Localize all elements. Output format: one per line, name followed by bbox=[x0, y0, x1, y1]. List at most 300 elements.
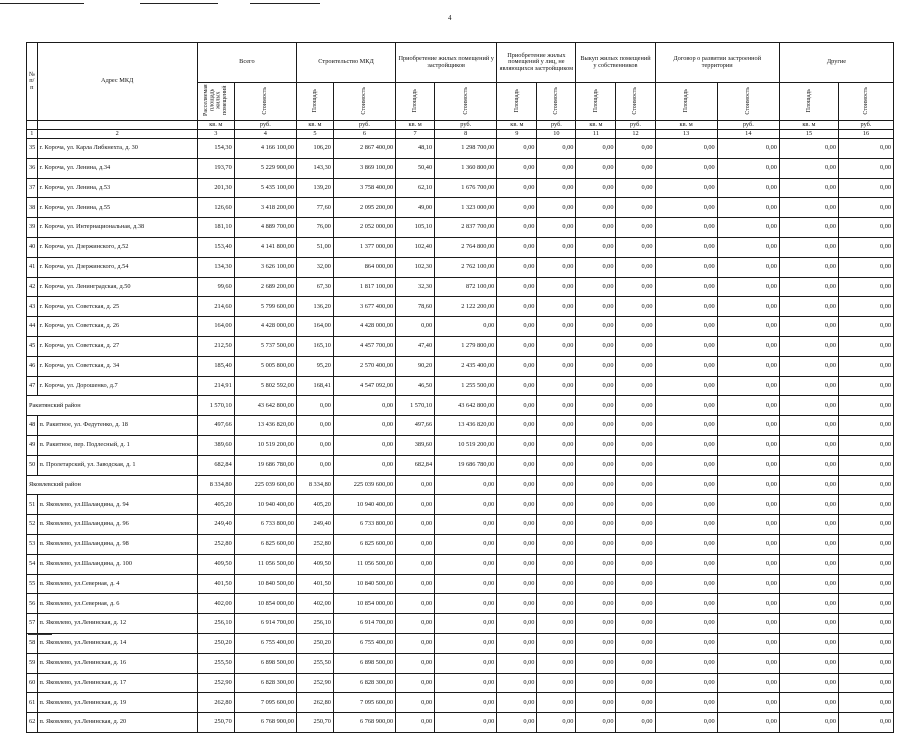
row-number: 39 bbox=[27, 218, 38, 238]
area-cell: 0,00 bbox=[497, 218, 537, 238]
area-cell: 8 334,80 bbox=[296, 475, 333, 495]
area-cell: 0,00 bbox=[576, 297, 616, 317]
table-row bbox=[27, 495, 894, 515]
row-number: 54 bbox=[27, 554, 38, 574]
area-cell: 0,00 bbox=[396, 554, 435, 574]
resettlement-table bbox=[26, 42, 894, 733]
header-area: Площадь bbox=[497, 83, 537, 121]
area-cell: 0,00 bbox=[655, 416, 717, 436]
cost-cell: 0,00 bbox=[838, 455, 893, 475]
area-cell: 164,00 bbox=[197, 317, 234, 337]
area-cell: 0,00 bbox=[655, 237, 717, 257]
cost-cell: 4 166 100,00 bbox=[234, 139, 296, 159]
header-group-owners: Выкуп жилых помещений у собственников bbox=[576, 43, 655, 83]
address-cell: г. Короча, ул. Дорошенко, д.7 bbox=[37, 376, 197, 396]
unit-cost: руб. bbox=[234, 121, 296, 130]
area-cell: 0,00 bbox=[576, 554, 616, 574]
cost-cell: 19 686 780,00 bbox=[435, 455, 497, 475]
area-cell: 99,60 bbox=[197, 277, 234, 297]
area-cell: 0,00 bbox=[497, 297, 537, 317]
cost-cell: 0,00 bbox=[616, 277, 655, 297]
header-no: № п/п bbox=[27, 43, 38, 121]
column-number: 2 bbox=[37, 130, 197, 139]
unit-cost: руб. bbox=[537, 121, 576, 130]
cost-cell: 10 854 000,00 bbox=[234, 594, 296, 614]
area-cell: 126,60 bbox=[197, 198, 234, 218]
area-cell: 90,20 bbox=[396, 356, 435, 376]
cost-cell: 0,00 bbox=[537, 653, 576, 673]
area-cell: 249,40 bbox=[296, 515, 333, 535]
area-cell: 193,70 bbox=[197, 158, 234, 178]
cost-cell: 0,00 bbox=[616, 257, 655, 277]
address-cell: п. Яковлево, ул.Шаландина, д. 98 bbox=[37, 534, 197, 554]
cost-cell: 0,00 bbox=[537, 673, 576, 693]
cost-cell: 0,00 bbox=[717, 594, 779, 614]
area-cell: 0,00 bbox=[396, 574, 435, 594]
district-subtotal-row bbox=[27, 396, 894, 416]
area-cell: 682,84 bbox=[197, 455, 234, 475]
cost-cell: 0,00 bbox=[537, 693, 576, 713]
area-cell: 0,00 bbox=[779, 158, 838, 178]
cost-cell: 10 840 500,00 bbox=[333, 574, 395, 594]
cost-cell: 6 768 900,00 bbox=[333, 713, 395, 733]
area-cell: 0,00 bbox=[576, 356, 616, 376]
cost-cell: 6 755 400,00 bbox=[234, 633, 296, 653]
address-cell: п. Пролетарский, ул. Заводская, д. 1 bbox=[37, 455, 197, 475]
cost-cell: 0,00 bbox=[717, 653, 779, 673]
cost-cell: 0,00 bbox=[717, 614, 779, 634]
cost-cell: 0,00 bbox=[537, 139, 576, 159]
cost-cell: 6 914 700,00 bbox=[333, 614, 395, 634]
cost-cell: 0,00 bbox=[435, 515, 497, 535]
column-number: 11 bbox=[576, 130, 616, 139]
area-cell: 0,00 bbox=[576, 257, 616, 277]
area-cell: 0,00 bbox=[497, 237, 537, 257]
area-cell: 497,66 bbox=[197, 416, 234, 436]
area-cell: 0,00 bbox=[655, 396, 717, 416]
area-cell: 0,00 bbox=[779, 633, 838, 653]
cost-cell: 6 825 600,00 bbox=[234, 534, 296, 554]
cost-cell: 0,00 bbox=[435, 594, 497, 614]
area-cell: 139,20 bbox=[296, 178, 333, 198]
area-cell: 0,00 bbox=[655, 574, 717, 594]
table-row bbox=[27, 297, 894, 317]
cost-cell: 0,00 bbox=[717, 158, 779, 178]
cost-cell: 0,00 bbox=[717, 237, 779, 257]
cost-cell: 0,00 bbox=[616, 534, 655, 554]
area-cell: 256,10 bbox=[197, 614, 234, 634]
area-cell: 0,00 bbox=[497, 515, 537, 535]
cost-cell: 0,00 bbox=[838, 673, 893, 693]
area-cell: 0,00 bbox=[576, 317, 616, 337]
area-cell: 0,00 bbox=[576, 376, 616, 396]
row-number: 55 bbox=[27, 574, 38, 594]
top-rule-center bbox=[140, 3, 218, 4]
column-number: 15 bbox=[779, 130, 838, 139]
header-cost: Стоимость bbox=[537, 83, 576, 121]
area-cell: 0,00 bbox=[296, 416, 333, 436]
area-cell: 0,00 bbox=[779, 713, 838, 733]
area-cell: 0,00 bbox=[576, 455, 616, 475]
cost-cell: 0,00 bbox=[537, 336, 576, 356]
area-cell: 185,40 bbox=[197, 356, 234, 376]
cost-cell: 864 000,00 bbox=[333, 257, 395, 277]
cost-cell: 0,00 bbox=[333, 396, 395, 416]
area-cell: 0,00 bbox=[655, 277, 717, 297]
area-cell: 0,00 bbox=[655, 336, 717, 356]
table-row bbox=[27, 515, 894, 535]
area-cell: 0,00 bbox=[497, 713, 537, 733]
address-cell: г. Короча, ул. Ленина, д.55 bbox=[37, 198, 197, 218]
area-cell: 0,00 bbox=[576, 218, 616, 238]
area-cell: 0,00 bbox=[655, 257, 717, 277]
address-cell: п. Яковлево, ул.Шаландина, д. 94 bbox=[37, 495, 197, 515]
area-cell: 0,00 bbox=[576, 713, 616, 733]
row-number: 38 bbox=[27, 198, 38, 218]
row-number: 58 bbox=[27, 633, 38, 653]
cost-cell: 0,00 bbox=[435, 495, 497, 515]
column-number: 8 bbox=[435, 130, 497, 139]
cost-cell: 1 676 700,00 bbox=[435, 178, 497, 198]
unit-cost: руб. bbox=[616, 121, 655, 130]
area-cell: 0,00 bbox=[655, 158, 717, 178]
area-cell: 0,00 bbox=[779, 257, 838, 277]
cost-cell: 10 519 200,00 bbox=[435, 435, 497, 455]
area-cell: 0,00 bbox=[396, 673, 435, 693]
area-cell: 0,00 bbox=[655, 317, 717, 337]
district-name: Ракитянский район bbox=[27, 396, 198, 416]
cost-cell: 0,00 bbox=[435, 653, 497, 673]
header-group-non-developers: Приобретение жилых помещений у лиц, не являющихся застройщиком bbox=[497, 43, 576, 83]
row-number: 62 bbox=[27, 713, 38, 733]
area-cell: 0,00 bbox=[779, 673, 838, 693]
cost-cell: 2 762 100,00 bbox=[435, 257, 497, 277]
cost-cell: 0,00 bbox=[435, 574, 497, 594]
row-number: 40 bbox=[27, 237, 38, 257]
cost-cell: 0,00 bbox=[838, 693, 893, 713]
table-row bbox=[27, 713, 894, 733]
row-number: 36 bbox=[27, 158, 38, 178]
area-cell: 252,80 bbox=[296, 534, 333, 554]
address-cell: п. Яковлево, ул.Ленинская, д. 12 bbox=[37, 614, 197, 634]
area-cell: 0,00 bbox=[576, 198, 616, 218]
cost-cell: 0,00 bbox=[333, 455, 395, 475]
cost-cell: 2 122 200,00 bbox=[435, 297, 497, 317]
cost-cell: 0,00 bbox=[616, 198, 655, 218]
row-number: 57 bbox=[27, 614, 38, 634]
area-cell: 0,00 bbox=[779, 416, 838, 436]
header-cost: Стоимость bbox=[616, 83, 655, 121]
cost-cell: 0,00 bbox=[616, 158, 655, 178]
cost-cell: 0,00 bbox=[537, 237, 576, 257]
cost-cell: 0,00 bbox=[717, 475, 779, 495]
area-cell: 0,00 bbox=[779, 297, 838, 317]
cost-cell: 7 095 600,00 bbox=[234, 693, 296, 713]
area-cell: 0,00 bbox=[576, 158, 616, 178]
area-cell: 67,30 bbox=[296, 277, 333, 297]
cost-cell: 0,00 bbox=[616, 594, 655, 614]
area-cell: 0,00 bbox=[576, 673, 616, 693]
column-number: 13 bbox=[655, 130, 717, 139]
cost-cell: 0,00 bbox=[838, 653, 893, 673]
address-cell: г. Короча, ул. Ленина, д.34 bbox=[37, 158, 197, 178]
cost-cell: 4 141 800,00 bbox=[234, 237, 296, 257]
area-cell: 0,00 bbox=[779, 574, 838, 594]
cost-cell: 4 428 000,00 bbox=[333, 317, 395, 337]
area-cell: 0,00 bbox=[576, 416, 616, 436]
table-row bbox=[27, 693, 894, 713]
cost-cell: 6 898 500,00 bbox=[333, 653, 395, 673]
cost-cell: 6 914 700,00 bbox=[234, 614, 296, 634]
cost-cell: 0,00 bbox=[838, 376, 893, 396]
table-row bbox=[27, 198, 894, 218]
area-cell: 154,30 bbox=[197, 139, 234, 159]
address-cell: п. Яковлево, ул.Ленинская, д. 19 bbox=[37, 693, 197, 713]
cost-cell: 0,00 bbox=[616, 237, 655, 257]
area-cell: 0,00 bbox=[396, 693, 435, 713]
area-cell: 0,00 bbox=[576, 693, 616, 713]
row-number: 53 bbox=[27, 534, 38, 554]
area-cell: 136,20 bbox=[296, 297, 333, 317]
area-cell: 0,00 bbox=[576, 633, 616, 653]
area-cell: 181,10 bbox=[197, 218, 234, 238]
area-cell: 0,00 bbox=[779, 198, 838, 218]
cost-cell: 0,00 bbox=[616, 317, 655, 337]
table-row bbox=[27, 614, 894, 634]
column-number: 5 bbox=[296, 130, 333, 139]
cost-cell: 0,00 bbox=[537, 475, 576, 495]
area-cell: 165,10 bbox=[296, 336, 333, 356]
cost-cell: 5 802 592,00 bbox=[234, 376, 296, 396]
area-cell: 0,00 bbox=[576, 475, 616, 495]
area-cell: 405,20 bbox=[296, 495, 333, 515]
cost-cell: 1 360 800,00 bbox=[435, 158, 497, 178]
area-cell: 0,00 bbox=[655, 633, 717, 653]
area-cell: 0,00 bbox=[497, 495, 537, 515]
cost-cell: 0,00 bbox=[838, 139, 893, 159]
area-cell: 0,00 bbox=[576, 515, 616, 535]
address-cell: п. Яковлево, ул.Шаландина, д. 100 bbox=[37, 554, 197, 574]
area-cell: 0,00 bbox=[655, 139, 717, 159]
cost-cell: 0,00 bbox=[838, 336, 893, 356]
header-cost: Стоимость bbox=[333, 83, 395, 121]
cost-cell: 0,00 bbox=[537, 574, 576, 594]
cost-cell: 1 298 700,00 bbox=[435, 139, 497, 159]
column-number: 12 bbox=[616, 130, 655, 139]
area-cell: 0,00 bbox=[576, 139, 616, 159]
area-cell: 0,00 bbox=[655, 435, 717, 455]
area-cell: 1 570,10 bbox=[396, 396, 435, 416]
row-number: 48 bbox=[27, 416, 38, 436]
header-group-territory: Договор о развитии застроенной территории bbox=[655, 43, 779, 83]
cost-cell: 0,00 bbox=[435, 693, 497, 713]
area-cell: 255,50 bbox=[296, 653, 333, 673]
cost-cell: 0,00 bbox=[616, 218, 655, 238]
cost-cell: 6 898 500,00 bbox=[234, 653, 296, 673]
cost-cell: 11 056 500,00 bbox=[333, 554, 395, 574]
cost-cell: 3 758 400,00 bbox=[333, 178, 395, 198]
table-row bbox=[27, 336, 894, 356]
area-cell: 0,00 bbox=[576, 614, 616, 634]
area-cell: 0,00 bbox=[779, 534, 838, 554]
cost-cell: 0,00 bbox=[616, 139, 655, 159]
unit-area: кв. м bbox=[576, 121, 616, 130]
table-row bbox=[27, 356, 894, 376]
unit-cost: руб. bbox=[838, 121, 893, 130]
cost-cell: 3 869 100,00 bbox=[333, 158, 395, 178]
header-row-units bbox=[27, 121, 894, 130]
area-cell: 0,00 bbox=[779, 653, 838, 673]
cost-cell: 0,00 bbox=[537, 396, 576, 416]
area-cell: 78,60 bbox=[396, 297, 435, 317]
cost-cell: 0,00 bbox=[616, 435, 655, 455]
cost-cell: 0,00 bbox=[537, 257, 576, 277]
area-cell: 0,00 bbox=[779, 435, 838, 455]
area-cell: 0,00 bbox=[396, 515, 435, 535]
area-cell: 153,40 bbox=[197, 237, 234, 257]
cost-cell: 0,00 bbox=[717, 416, 779, 436]
area-cell: 0,00 bbox=[655, 178, 717, 198]
area-cell: 62,10 bbox=[396, 178, 435, 198]
area-cell: 402,00 bbox=[296, 594, 333, 614]
area-cell: 32,00 bbox=[296, 257, 333, 277]
cost-cell: 0,00 bbox=[616, 614, 655, 634]
area-cell: 0,00 bbox=[576, 178, 616, 198]
table-row bbox=[27, 158, 894, 178]
cost-cell: 2 689 200,00 bbox=[234, 277, 296, 297]
cost-cell: 0,00 bbox=[838, 416, 893, 436]
cost-cell: 872 100,00 bbox=[435, 277, 497, 297]
cost-cell: 6 825 600,00 bbox=[333, 534, 395, 554]
cost-cell: 0,00 bbox=[435, 554, 497, 574]
table-row bbox=[27, 554, 894, 574]
area-cell: 262,80 bbox=[197, 693, 234, 713]
area-cell: 0,00 bbox=[655, 554, 717, 574]
row-number: 43 bbox=[27, 297, 38, 317]
cost-cell: 0,00 bbox=[537, 435, 576, 455]
header-area: Площадь bbox=[296, 83, 333, 121]
row-number: 51 bbox=[27, 495, 38, 515]
area-cell: 0,00 bbox=[497, 158, 537, 178]
area-cell: 212,50 bbox=[197, 336, 234, 356]
cost-cell: 0,00 bbox=[537, 713, 576, 733]
cost-cell: 0,00 bbox=[537, 277, 576, 297]
cost-cell: 0,00 bbox=[838, 515, 893, 535]
address-cell: п. Яковлево, ул.Ленинская, д. 14 bbox=[37, 633, 197, 653]
cost-cell: 0,00 bbox=[717, 356, 779, 376]
cost-cell: 0,00 bbox=[717, 554, 779, 574]
area-cell: 0,00 bbox=[779, 554, 838, 574]
cost-cell: 225 039 600,00 bbox=[333, 475, 395, 495]
address-cell: п. Яковлево, ул.Шаландина, д. 96 bbox=[37, 515, 197, 535]
address-cell: г. Короча, ул. Дзержинского, д.54 bbox=[37, 257, 197, 277]
area-cell: 168,41 bbox=[296, 376, 333, 396]
header-address: Адрес МКД bbox=[37, 43, 197, 121]
unit-area: кв. м bbox=[396, 121, 435, 130]
cost-cell: 0,00 bbox=[838, 396, 893, 416]
cost-cell: 43 642 800,00 bbox=[435, 396, 497, 416]
cost-cell: 0,00 bbox=[838, 713, 893, 733]
cost-cell: 0,00 bbox=[616, 515, 655, 535]
cost-cell: 10 840 500,00 bbox=[234, 574, 296, 594]
row-number: 59 bbox=[27, 653, 38, 673]
area-cell: 402,00 bbox=[197, 594, 234, 614]
cost-cell: 0,00 bbox=[717, 673, 779, 693]
row-number: 35 bbox=[27, 139, 38, 159]
cost-cell: 0,00 bbox=[838, 534, 893, 554]
area-cell: 0,00 bbox=[497, 396, 537, 416]
cost-cell: 0,00 bbox=[435, 713, 497, 733]
area-cell: 0,00 bbox=[396, 614, 435, 634]
header-cost: Стоимость bbox=[435, 83, 497, 121]
cost-cell: 11 056 500,00 bbox=[234, 554, 296, 574]
cost-cell: 0,00 bbox=[717, 317, 779, 337]
column-number: 3 bbox=[197, 130, 234, 139]
area-cell: 0,00 bbox=[396, 495, 435, 515]
area-cell: 0,00 bbox=[779, 237, 838, 257]
cost-cell: 0,00 bbox=[537, 455, 576, 475]
area-cell: 0,00 bbox=[779, 475, 838, 495]
cost-cell: 0,00 bbox=[616, 574, 655, 594]
area-cell: 0,00 bbox=[497, 356, 537, 376]
area-cell: 0,00 bbox=[655, 515, 717, 535]
area-cell: 46,50 bbox=[396, 376, 435, 396]
cost-cell: 0,00 bbox=[838, 495, 893, 515]
area-cell: 405,20 bbox=[197, 495, 234, 515]
area-cell: 255,50 bbox=[197, 653, 234, 673]
district-subtotal-row bbox=[27, 475, 894, 495]
unit-area: кв. м bbox=[197, 121, 234, 130]
cost-cell: 0,00 bbox=[717, 297, 779, 317]
area-cell: 102,40 bbox=[396, 237, 435, 257]
table-row bbox=[27, 673, 894, 693]
cost-cell: 3 677 400,00 bbox=[333, 297, 395, 317]
area-cell: 0,00 bbox=[497, 475, 537, 495]
address-cell: г. Короча, ул. Советская, д. 25 bbox=[37, 297, 197, 317]
area-cell: 0,00 bbox=[497, 653, 537, 673]
area-cell: 0,00 bbox=[497, 673, 537, 693]
area-cell: 252,90 bbox=[197, 673, 234, 693]
area-cell: 256,10 bbox=[296, 614, 333, 634]
table-row bbox=[27, 653, 894, 673]
area-cell: 0,00 bbox=[396, 534, 435, 554]
area-cell: 0,00 bbox=[576, 396, 616, 416]
cost-cell: 0,00 bbox=[717, 336, 779, 356]
cost-cell: 0,00 bbox=[616, 356, 655, 376]
area-cell: 201,30 bbox=[197, 178, 234, 198]
unit-area: кв. м bbox=[497, 121, 537, 130]
area-cell: 0,00 bbox=[655, 614, 717, 634]
cost-cell: 225 039 600,00 bbox=[234, 475, 296, 495]
row-number: 49 bbox=[27, 435, 38, 455]
page-number: 4 bbox=[448, 14, 452, 22]
column-number: 6 bbox=[333, 130, 395, 139]
table-row bbox=[27, 178, 894, 198]
cost-cell: 0,00 bbox=[333, 416, 395, 436]
table-body bbox=[27, 139, 894, 733]
area-cell: 0,00 bbox=[497, 455, 537, 475]
cost-cell: 0,00 bbox=[435, 317, 497, 337]
unit-cost: руб. bbox=[333, 121, 395, 130]
cost-cell: 0,00 bbox=[537, 633, 576, 653]
row-number: 56 bbox=[27, 594, 38, 614]
header-cost: Стоимость bbox=[838, 83, 893, 121]
area-cell: 50,40 bbox=[396, 158, 435, 178]
cost-cell: 0,00 bbox=[616, 455, 655, 475]
cost-cell: 0,00 bbox=[717, 277, 779, 297]
area-cell: 252,80 bbox=[197, 534, 234, 554]
cost-cell: 0,00 bbox=[537, 534, 576, 554]
